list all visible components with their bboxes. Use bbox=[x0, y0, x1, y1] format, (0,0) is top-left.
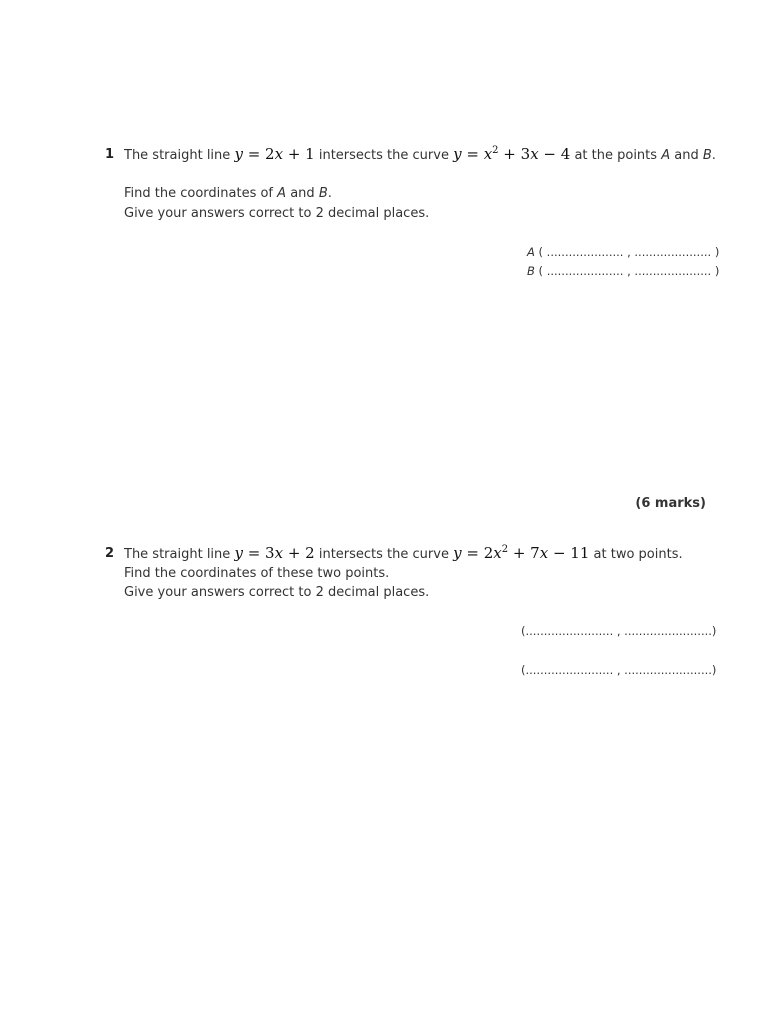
question-number: 1 bbox=[105, 147, 115, 162]
statement-text: at two points. bbox=[593, 547, 683, 562]
point-label: B bbox=[702, 148, 712, 163]
answer-line-b[interactable]: B ( ..................... , ..................... ) bbox=[527, 264, 720, 278]
question-1-instruction: Find the coordinates of A and B. bbox=[124, 186, 332, 201]
answer-line-a[interactable]: A ( ..................... , ..................... ) bbox=[527, 245, 720, 259]
question-2-precision-note: Give your answers correct to 2 decimal places. bbox=[124, 585, 430, 600]
line-equation: y = 2x + 1 bbox=[234, 145, 315, 163]
statement-text: The straight line bbox=[124, 148, 231, 163]
statement-text: The straight line bbox=[124, 547, 231, 562]
line-equation: y = 3x + 2 bbox=[234, 544, 315, 562]
curve-equation: $y = 2x^2 + 7x - 11$ bbox=[453, 544, 590, 562]
marks-label: (6 marks) bbox=[635, 496, 706, 511]
question-1-precision-note: Give your answers correct to 2 decimal places. bbox=[124, 206, 430, 221]
statement-text: intersects the curve bbox=[318, 148, 449, 163]
question-number: 2 bbox=[105, 546, 115, 561]
point-label: A bbox=[661, 148, 671, 163]
answer-line-2[interactable]: (........................ , ........................) bbox=[521, 663, 717, 677]
statement-text: intersects the curve bbox=[318, 547, 449, 562]
question-1-statement: The straight line y = 2x + 1 intersects the curve $y = x^2 + 3x - 4$ at the points A and B. bbox=[124, 145, 716, 163]
question-2-statement bbox=[124, 544, 683, 562]
statement-text: at the points bbox=[574, 148, 658, 163]
curve-equation: $y = x^2 + 3x - 4$ bbox=[453, 145, 571, 163]
question-2-instruction: Find the coordinates of these two points. bbox=[124, 566, 390, 581]
answer-line-1[interactable]: (........................ , ........................) bbox=[521, 624, 717, 638]
